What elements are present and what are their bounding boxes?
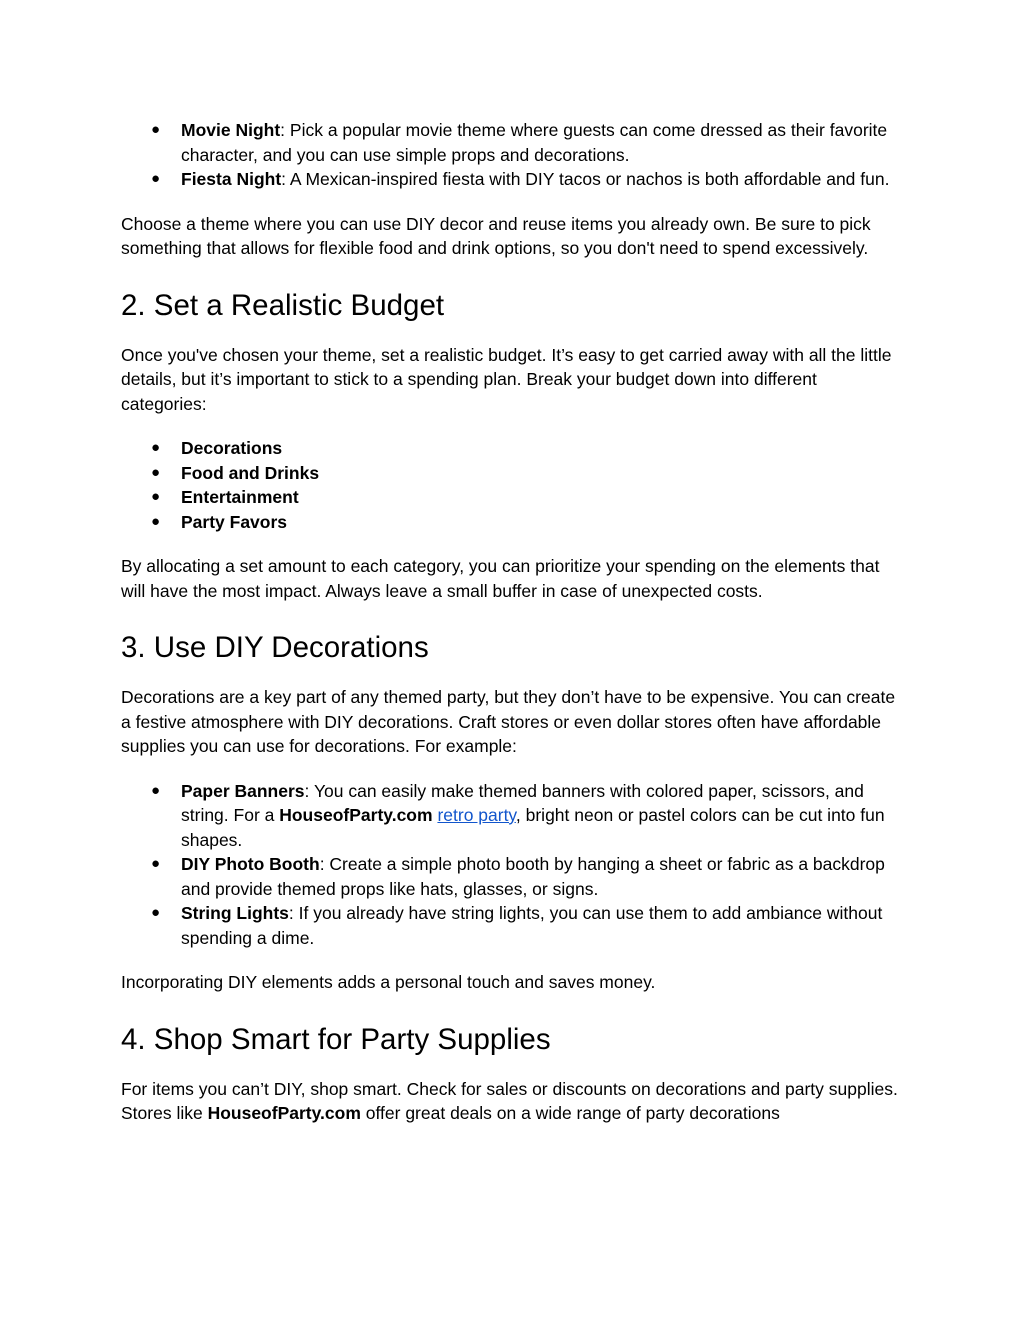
list-item	[121, 436, 906, 461]
bullet-icon: ●	[151, 463, 161, 481]
brand-name: HouseofParty.com	[207, 1103, 361, 1123]
bullet-icon: ●	[151, 855, 161, 872]
paragraph-theme: Choose a theme where you can use DIY decor and reuse items you already own. Be sure to pick something that allows for flexible food and drink options, so you don't need to spend excessively.	[121, 213, 871, 258]
paragraph-incorporating: Incorporating DIY elements adds a personal touch and saves money.	[121, 972, 656, 992]
document-page	[121, 118, 906, 1126]
brand-name: HouseofParty.com	[279, 805, 433, 825]
paragraph-allocate: By allocating a set amount to each category, you can prioritize your spending on the elements that will have the most impact. Always leave a small buffer in case of unexpected costs.	[121, 556, 880, 601]
list-item-text: : A Mexican-inspired fiesta with DIY tacos or nachos is both affordable and fun.	[281, 169, 890, 189]
list-item	[121, 461, 906, 486]
list-item-text: : Pick a popular movie theme where guests can come dressed as their favorite character, and you can use simple props and decorations.	[181, 120, 888, 165]
bullet-icon: ●	[151, 170, 161, 187]
category-list	[121, 436, 906, 534]
list-item-term: Entertainment	[181, 487, 299, 507]
list-item-term: Party Favors	[181, 511, 288, 532]
retro-party-link[interactable]: retro party	[437, 805, 516, 825]
paragraph-text: offer great deals on a wide range of party decorations	[360, 1103, 780, 1123]
list-item-term: Food and Drinks	[181, 462, 320, 483]
list-item	[121, 901, 906, 950]
list-item	[121, 485, 906, 510]
list-item-term: Decorations	[181, 438, 283, 458]
paragraph-shop	[121, 1077, 906, 1126]
paragraph-diy: Decorations are a key part of any themed party, but they don’t have to be expensive. You can create a festive atmosphere with DIY decorations. Craft stores or even dollar stores often have affordable supplies you can use for decorations. For example:	[121, 687, 896, 756]
list-item-text: : If you already have string lights, you can use them to add ambiance without spending a dime.	[181, 903, 883, 948]
list-item-term: Movie Night	[181, 120, 281, 140]
list-item-text: : You can easily make themed banners with colored paper, scissors, and string. For a	[181, 780, 864, 825]
list-item-term: Fiesta Night	[181, 169, 282, 189]
list-item	[121, 510, 906, 535]
list-item	[121, 852, 906, 901]
heading-diy: 3. Use DIY Decorations	[121, 631, 429, 664]
paragraph-budget: Once you've chosen your theme, set a realistic budget. It’s easy to get carried away with all the little details, but it’s important to stick to a spending plan. Break your budget down into different categories:	[121, 344, 892, 414]
heading-budget: 2. Set a Realistic Budget	[121, 288, 445, 322]
paragraph-text: For items you can’t DIY, shop smart. Check for sales or discounts on decorations and party supplies. Stores like	[121, 1078, 898, 1123]
list-item	[121, 118, 906, 167]
bullet-icon: ●	[151, 121, 161, 138]
diy-list	[121, 779, 906, 951]
list-item	[121, 167, 906, 192]
bullet-icon: ●	[151, 488, 161, 505]
list-item-text: : Create a simple photo booth by hanging a sheet or fabric as a backdrop and provide themed props like hats, glasses, or signs.	[181, 854, 885, 899]
heading-shop: 4. Shop Smart for Party Supplies	[121, 1022, 551, 1056]
bullet-icon: ●	[151, 512, 161, 530]
bullet-icon: ●	[151, 781, 161, 799]
list-item-term: Paper Banners	[181, 780, 305, 801]
list-item-term: DIY Photo Booth	[181, 854, 320, 874]
list-item-text: , bright neon or pastel colors can be cut into fun shapes.	[181, 805, 885, 850]
bullet-icon: ●	[151, 439, 161, 456]
list-item	[121, 779, 906, 853]
list-item-term: String Lights	[181, 903, 289, 923]
theme-list	[121, 118, 906, 192]
bullet-icon: ●	[151, 904, 161, 921]
